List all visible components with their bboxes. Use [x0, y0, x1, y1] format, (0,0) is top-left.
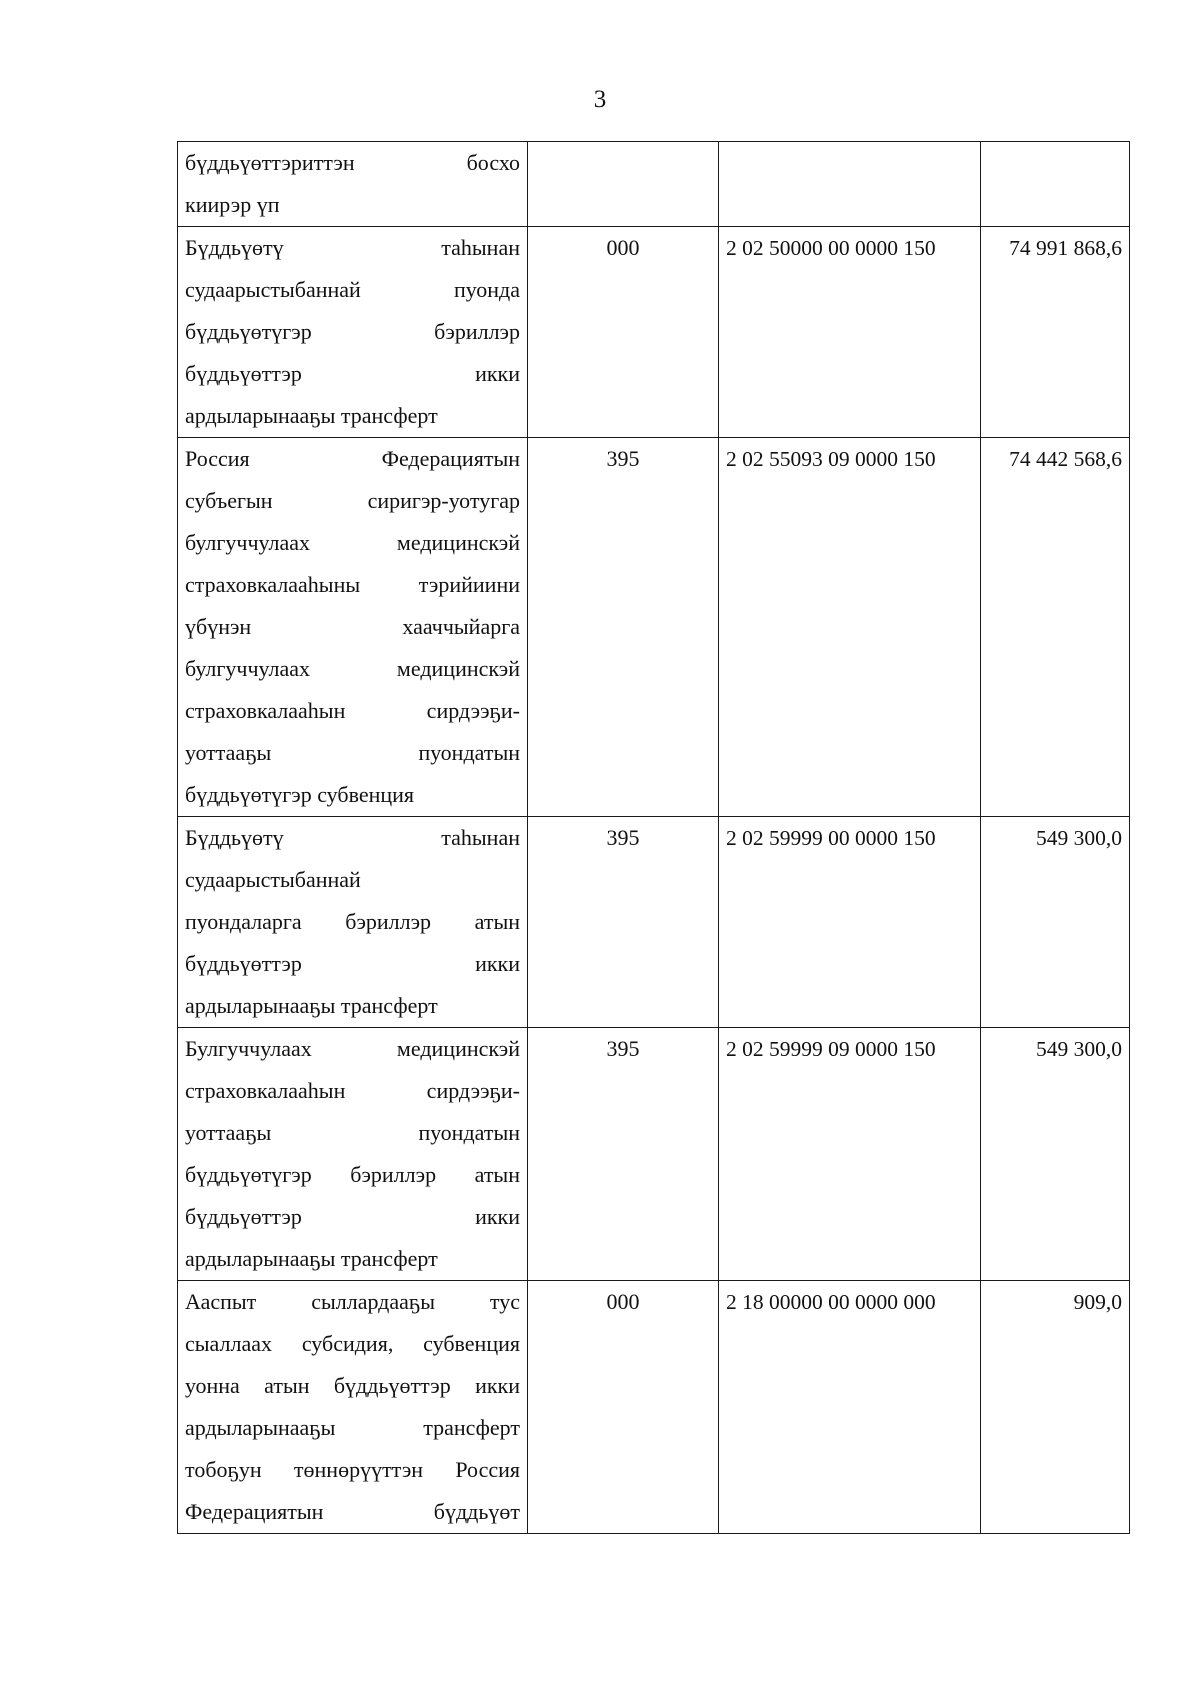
revenue-name-line: страховкалааһын сирдээҕи- — [185, 1078, 520, 1103]
budget-classification-code-cell: 2 18 00000 00 0000 000 — [719, 1281, 981, 1534]
revenue-name-line: Булгуччулаах медицинскэй — [185, 1036, 520, 1061]
budget-classification-code-cell: 2 02 50000 00 0000 150 — [719, 227, 981, 438]
admin-code-cell: 395 — [528, 817, 719, 1028]
budget-classification-code-cell — [719, 142, 981, 227]
revenue-name-line: киирэр үп — [185, 192, 280, 217]
admin-code-cell: 395 — [528, 438, 719, 817]
revenue-name-line: бүддьүөттэриттэн босхо — [185, 150, 520, 175]
revenue-name-cell — [178, 438, 528, 817]
revenue-name-line: Бүддьүөтү таһынан — [185, 825, 520, 850]
budget-revenue-table — [177, 141, 1130, 1534]
revenue-name-cell — [178, 227, 528, 438]
amount-cell: 74 991 868,6 — [981, 227, 1130, 438]
revenue-name-line: пуондаларга бэриллэр атын — [185, 909, 520, 934]
revenue-name-line: бүддьүөттэр икки — [185, 361, 520, 386]
revenue-name-line: булгуччулаах медицинскэй — [185, 530, 520, 555]
revenue-name-line: ардыларынааҕы трансферт — [185, 993, 438, 1018]
amount-cell: 549 300,0 — [981, 817, 1130, 1028]
revenue-name-line: Россия Федерациятын — [185, 446, 520, 471]
table-row — [178, 142, 1130, 227]
revenue-name-line: ардыларынааҕы трансферт — [185, 1246, 438, 1271]
table-row — [178, 227, 1130, 438]
revenue-name-line: ардыларынааҕы трансферт — [185, 403, 438, 428]
amount-cell — [981, 142, 1130, 227]
budget-classification-code-cell: 2 02 55093 09 0000 150 — [719, 438, 981, 817]
admin-code-cell — [528, 142, 719, 227]
revenue-name-line: бүддьүөтүгэр бэриллэр атын — [185, 1162, 520, 1187]
amount-cell: 909,0 — [981, 1281, 1130, 1534]
revenue-name-line: страховкалааһыны тэрийиини — [185, 572, 520, 597]
table-row — [178, 1281, 1130, 1534]
table-row — [178, 817, 1130, 1028]
amount-cell: 549 300,0 — [981, 1028, 1130, 1281]
revenue-name-line: Ааспыт сыллардааҕы тус — [185, 1289, 520, 1314]
revenue-name-line: сыаллаах субсидия, субвенция — [185, 1331, 520, 1356]
revenue-name-line: субъегын сиригэр-уотугар — [185, 488, 520, 513]
admin-code-cell: 395 — [528, 1028, 719, 1281]
amount-cell: 74 442 568,6 — [981, 438, 1130, 817]
revenue-name-line: бүддьүөттэр икки — [185, 1204, 520, 1229]
revenue-name-line: үбүнэн хааччыйарга — [185, 614, 520, 639]
revenue-name-line: уоттааҕы пуондатын — [185, 740, 520, 765]
revenue-name-line: бүддьүөтүгэр бэриллэр — [185, 319, 520, 344]
budget-classification-code-cell: 2 02 59999 00 0000 150 — [719, 817, 981, 1028]
table-row — [178, 1028, 1130, 1281]
revenue-name-cell — [178, 1028, 528, 1281]
budget-classification-code-cell: 2 02 59999 09 0000 150 — [719, 1028, 981, 1281]
revenue-name-line: Бүддьүөтү таһынан — [185, 235, 520, 260]
table-row — [178, 438, 1130, 817]
revenue-name-cell — [178, 142, 528, 227]
revenue-name-cell — [178, 1281, 528, 1534]
revenue-name-line: бүддьүөттэр икки — [185, 951, 520, 976]
revenue-name-cell — [178, 817, 528, 1028]
revenue-name-line: тобоҕун төннөрүүттэн Россия — [185, 1457, 520, 1482]
revenue-name-line: Федерациятын бүддьүөт — [185, 1499, 520, 1524]
admin-code-cell: 000 — [528, 227, 719, 438]
revenue-name-line: бүддьүөтүгэр субвенция — [185, 782, 415, 807]
revenue-name-line: судаарыстыбаннай — [185, 867, 361, 892]
revenue-name-line: ардыларынааҕы трансферт — [185, 1415, 520, 1440]
revenue-name-line: уонна атын бүддьүөттэр икки — [185, 1373, 520, 1398]
revenue-name-line: судаарыстыбаннай пуонда — [185, 277, 520, 302]
admin-code-cell: 000 — [528, 1281, 719, 1534]
revenue-name-line: уоттааҕы пуондатын — [185, 1120, 520, 1145]
revenue-name-line: страховкалааһын сирдээҕи- — [185, 698, 520, 723]
revenue-name-line: булгуччулаах медицинскэй — [185, 656, 520, 681]
page-number: 3 — [593, 86, 607, 113]
